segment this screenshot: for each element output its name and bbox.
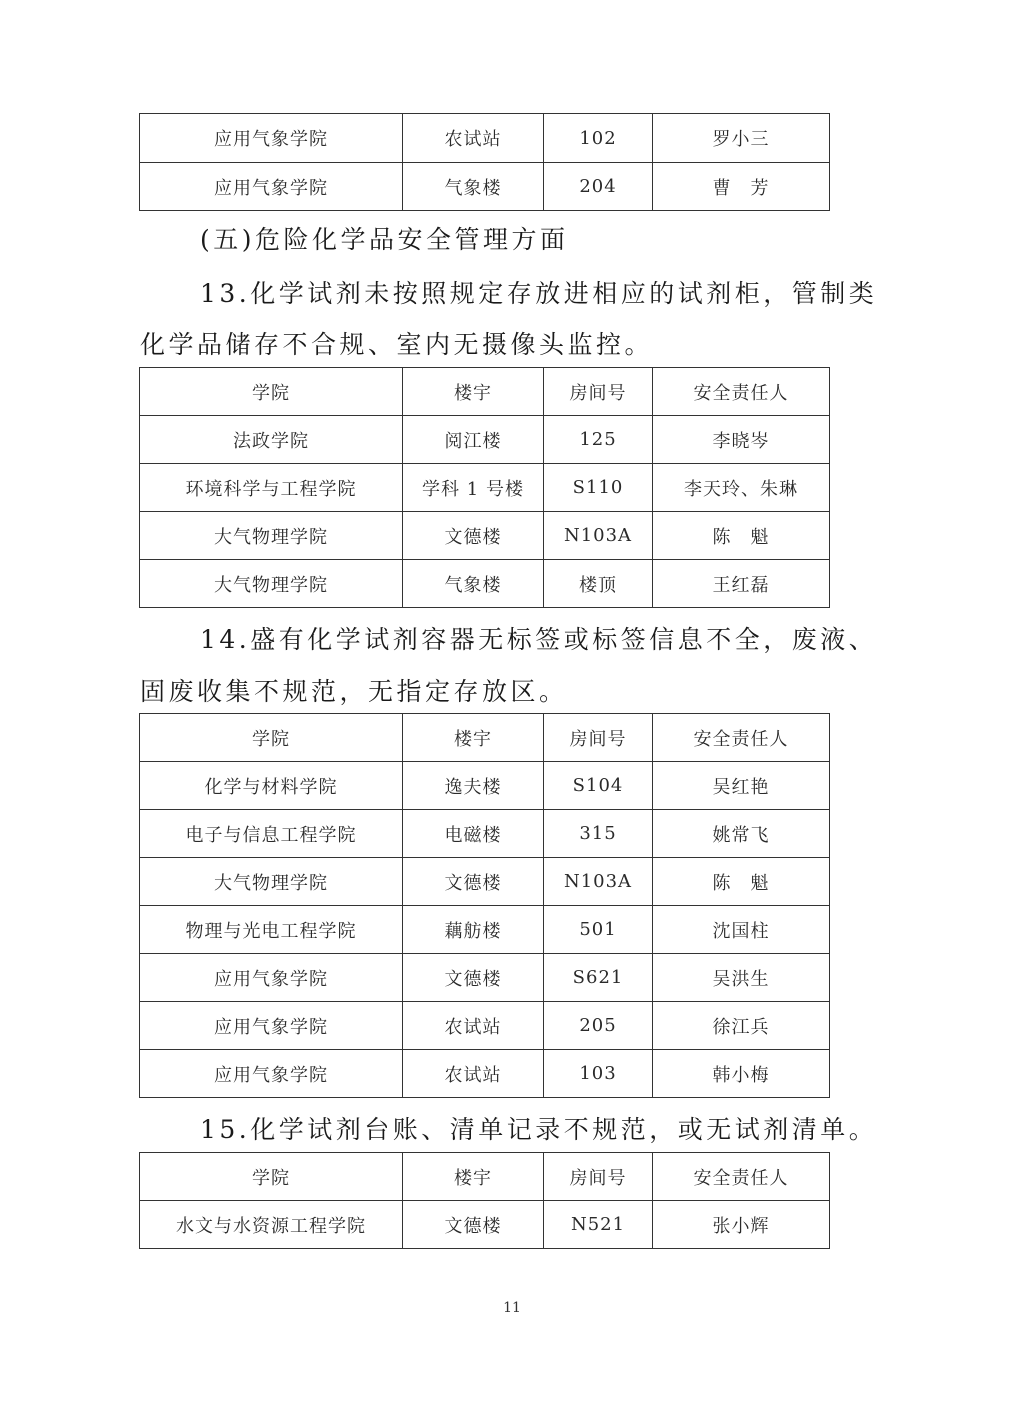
table-row [140, 114, 830, 163]
table-cell: 电磁楼 [403, 810, 544, 858]
table-cell: 姚常飞 [653, 810, 830, 858]
table-cell: 水文与水资源工程学院 [140, 1201, 403, 1249]
table-cell: 501 [544, 906, 653, 954]
table-cell: 文德楼 [403, 858, 544, 906]
table-cell: 电子与信息工程学院 [140, 810, 403, 858]
table-cell: S104 [544, 762, 653, 810]
table-cell: 吴洪生 [653, 954, 830, 1002]
table-cell: 徐江兵 [653, 1002, 830, 1050]
table-cell: S621 [544, 954, 653, 1002]
table-cell: 罗小三 [653, 114, 830, 163]
table-cell: 张小辉 [653, 1201, 830, 1249]
table-cell: 文德楼 [403, 954, 544, 1002]
table-continued [139, 113, 830, 211]
table-cell: 李天玲、朱琳 [653, 464, 830, 512]
table-cell: N103A [544, 858, 653, 906]
table-cell: 文德楼 [403, 512, 544, 560]
table-cell: 大气物理学院 [140, 858, 403, 906]
table-cell: 法政学院 [140, 416, 403, 464]
table-row [140, 416, 830, 464]
column-header: 楼宇 [403, 714, 544, 762]
table-row [140, 954, 830, 1002]
table-row [140, 906, 830, 954]
table-cell: 气象楼 [403, 163, 544, 211]
table-cell: N521 [544, 1201, 653, 1249]
column-header: 安全责任人 [653, 368, 830, 416]
column-header: 房间号 [544, 1153, 653, 1201]
item-14-line-2: 固废收集不规范，无指定存放区。 [140, 677, 568, 706]
table-header-row [140, 714, 830, 762]
table-cell: 204 [544, 163, 653, 211]
table-cell: 化学与材料学院 [140, 762, 403, 810]
column-header: 安全责任人 [653, 714, 830, 762]
table-cell: 文德楼 [403, 1201, 544, 1249]
item-13-line-1: 13.化学试剂未按照规定存放进相应的试剂柜，管制类 [200, 279, 878, 308]
column-header: 学院 [140, 368, 403, 416]
table-row [140, 1050, 830, 1098]
table-row [140, 858, 830, 906]
table-cell: 韩小梅 [653, 1050, 830, 1098]
table-cell: 王红磊 [653, 560, 830, 608]
table-row [140, 560, 830, 608]
table-cell: 102 [544, 114, 653, 163]
table-cell: 沈国柱 [653, 906, 830, 954]
item-15-line-1: 15.化学试剂台账、清单记录不规范，或无试剂清单。 [200, 1115, 878, 1144]
table-cell: 学科 1 号楼 [403, 464, 544, 512]
column-header: 安全责任人 [653, 1153, 830, 1201]
section-heading: (五)危险化学品安全管理方面 [200, 225, 569, 254]
table-item-13 [139, 367, 830, 608]
table-cell: 曹 芳 [653, 163, 830, 211]
table-cell: 大气物理学院 [140, 512, 403, 560]
table-cell: 环境科学与工程学院 [140, 464, 403, 512]
table-row [140, 163, 830, 211]
table-cell: 藕舫楼 [403, 906, 544, 954]
table-cell: 阅江楼 [403, 416, 544, 464]
column-header: 房间号 [544, 368, 653, 416]
table-cell: 逸夫楼 [403, 762, 544, 810]
table-header-row [140, 368, 830, 416]
column-header: 学院 [140, 1153, 403, 1201]
table-cell: 大气物理学院 [140, 560, 403, 608]
item-14-line-1: 14.盛有化学试剂容器无标签或标签信息不全，废液、 [200, 625, 878, 654]
column-header: 楼宇 [403, 368, 544, 416]
table-cell: 农试站 [403, 1050, 544, 1098]
table-cell: 气象楼 [403, 560, 544, 608]
column-header: 房间号 [544, 714, 653, 762]
table-cell: 205 [544, 1002, 653, 1050]
table-cell: 315 [544, 810, 653, 858]
table-cell: 应用气象学院 [140, 954, 403, 1002]
table-cell: 应用气象学院 [140, 1002, 403, 1050]
table-row [140, 762, 830, 810]
table-cell: 李晓岑 [653, 416, 830, 464]
table-row [140, 464, 830, 512]
table-cell: 陈 魁 [653, 512, 830, 560]
table-item-15 [139, 1152, 830, 1249]
column-header: 楼宇 [403, 1153, 544, 1201]
table-cell: 物理与光电工程学院 [140, 906, 403, 954]
table-cell: 应用气象学院 [140, 114, 403, 163]
table-cell: N103A [544, 512, 653, 560]
table-row [140, 810, 830, 858]
table-header-row [140, 1153, 830, 1201]
table-row [140, 1002, 830, 1050]
table-cell: 农试站 [403, 1002, 544, 1050]
column-header: 学院 [140, 714, 403, 762]
item-13-line-2: 化学品储存不合规、室内无摄像头监控。 [140, 330, 654, 359]
table-row [140, 1201, 830, 1249]
table-item-14 [139, 713, 830, 1098]
table-cell: 125 [544, 416, 653, 464]
table-cell: 农试站 [403, 114, 544, 163]
table-cell: 应用气象学院 [140, 1050, 403, 1098]
table-cell: 应用气象学院 [140, 163, 403, 211]
table-cell: S110 [544, 464, 653, 512]
table-cell: 陈 魁 [653, 858, 830, 906]
table-cell: 楼顶 [544, 560, 653, 608]
table-cell: 103 [544, 1050, 653, 1098]
table-cell: 吴红艳 [653, 762, 830, 810]
table-row [140, 512, 830, 560]
page-number: 11 [503, 1300, 521, 1316]
